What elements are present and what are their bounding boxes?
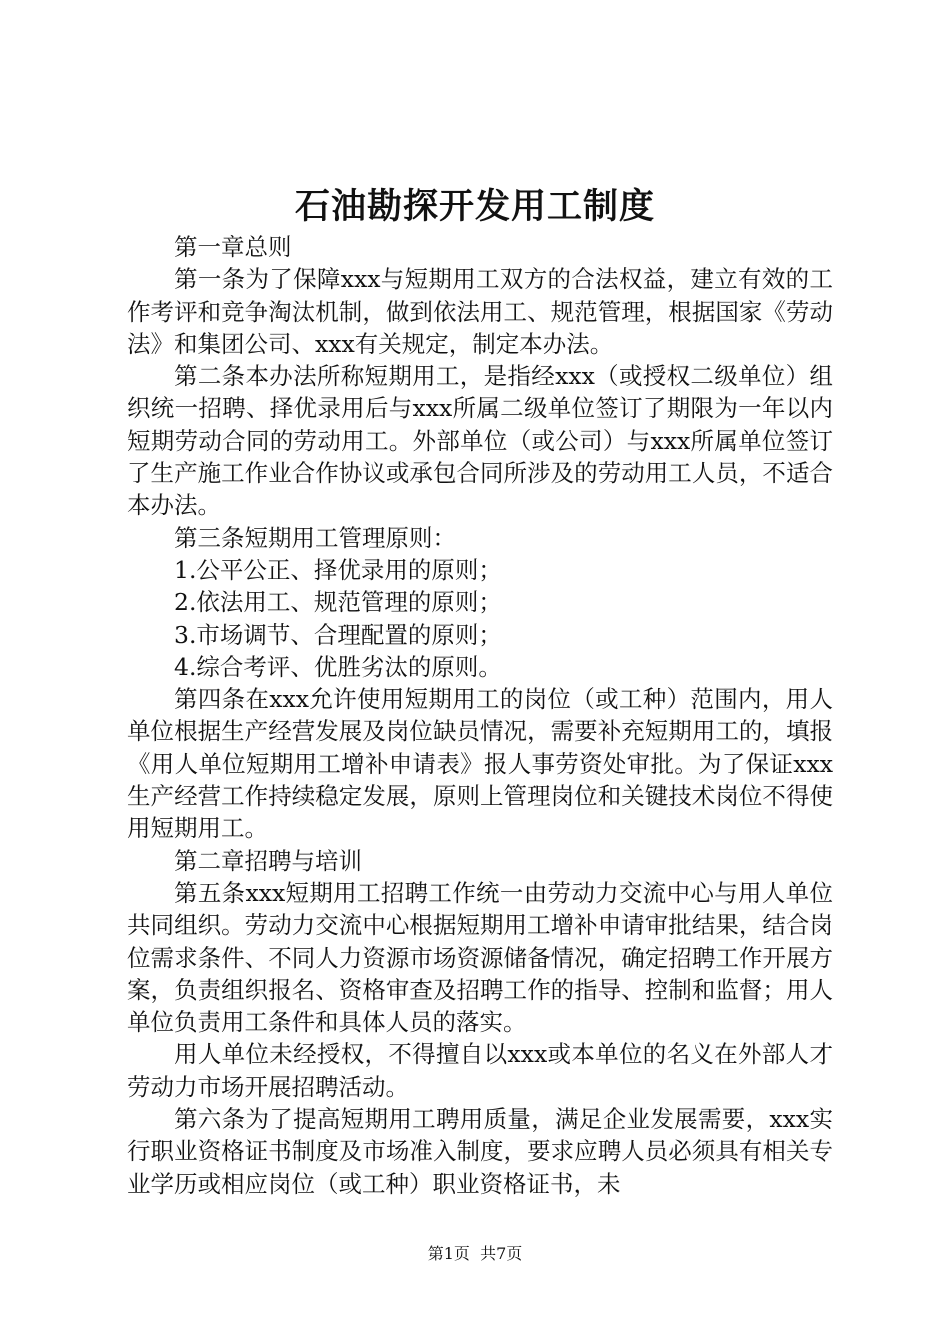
- principle-item: 3.市场调节、合理配置的原则；: [174, 620, 502, 649]
- page-number: 第1页 共7页: [427, 1244, 523, 1263]
- chapter-heading: 第二章招聘与培训: [174, 846, 362, 875]
- document-title: 石油勘探开发用工制度: [294, 186, 655, 227]
- article-paragraph: 第一条为了保障xxx与短期用工双方的合法权益，建立有效的工作考评和竞争淘汰机制，做到依法用工、规范管理，根据国家《劳动法》和集团公司、xxx有关规定，制定本办法。: [127, 265, 833, 358]
- principle-item: 2.依法用工、规范管理的原则；: [174, 588, 502, 617]
- article-paragraph: 第四条在xxx允许使用短期用工的岗位（或工种）范围内，用人单位根据生产经营发展及岗位缺员情况，需要补充短期用工的，填报《用人单位短期用工增补申请表》报人事劳资处审批。为了保证xxx生产经营工作持续稳定发展，原则上管理岗位和关键技术岗位不得使用短期用工。: [127, 685, 833, 843]
- article-paragraph: 用人单位未经授权，不得擅自以xxx或本单位的名义在外部人才劳动力市场开展招聘活动。: [127, 1040, 833, 1101]
- principle-item: 4.综合考评、优胜劣汰的原则。: [174, 652, 502, 681]
- article-paragraph: 第六条为了提高短期用工聘用质量，满足企业发展需要，xxx实行职业资格证书制度及市场准入制度，要求应聘人员必须具有相关专业学历或相应岗位（或工种）职业资格证书，未: [127, 1105, 833, 1198]
- article-paragraph: 第三条短期用工管理原则：: [174, 523, 456, 552]
- chapter-heading: 第一章总则: [174, 233, 292, 261]
- document-body: [127, 231, 833, 1200]
- principle-item: 1.公平公正、择优录用的原则；: [174, 555, 502, 584]
- article-paragraph: 第二条本办法所称短期用工，是指经xxx（或授权二级单位）组织统一招聘、择优录用后与xxx所属二级单位签订了期限为一年以内短期劳动合同的劳动用工。外部单位（或公司）与xxx所属单位签订了生产施工作业合作协议或承包合同所涉及的劳动用工人员，不适合本办法。: [127, 362, 833, 520]
- page-footer: [0, 1243, 950, 1265]
- article-paragraph: 第五条xxx短期用工招聘工作统一由劳动力交流中心与用人单位共同组织。劳动力交流中心根据短期用工增补申请审批结果，结合岗位需求条件、不同人力资源市场资源储备情况，确定招聘工作开展方案，负责组织报名、资格审查及招聘工作的指导、控制和监督；用人单位负责用工条件和具体人员的落实。: [127, 878, 833, 1037]
